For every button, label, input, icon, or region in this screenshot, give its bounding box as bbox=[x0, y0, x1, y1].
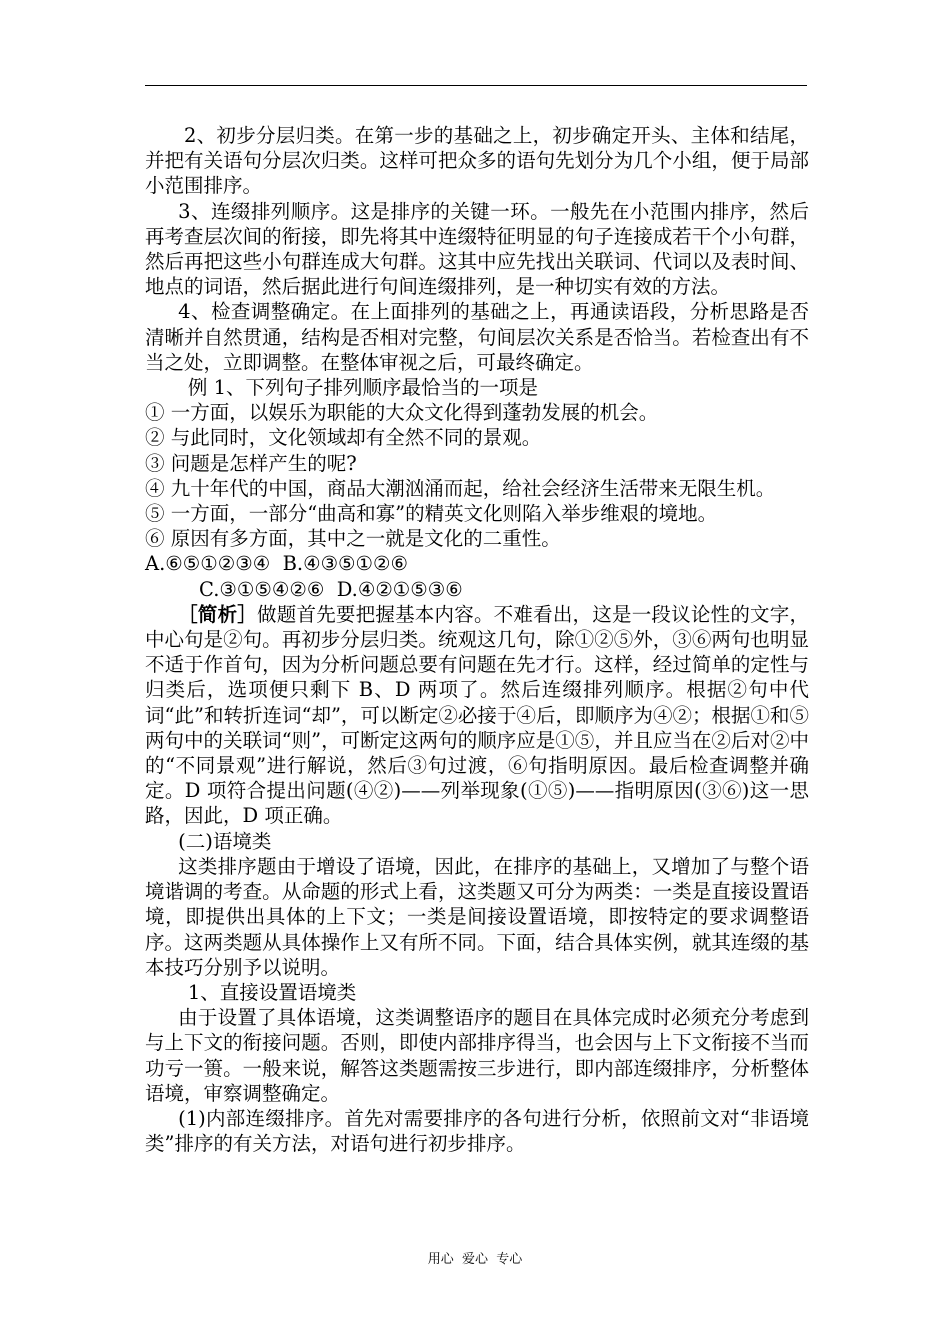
sentence-2: ② 与此同时，文化领域却有全然不同的景观。 bbox=[145, 426, 542, 450]
sentence-4: ④ 九十年代的中国，商品大潮汹涌而起，给社会经济生活带来无限生机。 bbox=[145, 476, 776, 500]
example-title: 例 1、下列句子排列顺序最恰当的一项是 bbox=[187, 376, 538, 400]
subsection-1-title: 1、直接设置语境类 bbox=[187, 980, 357, 1004]
page-footer: 用心 爱心 专心 bbox=[427, 1252, 523, 1267]
paragraph-step-4: 4、检查调整确定。在上面排列的基础之上，再通读语段，分析思路是否清晰并自然贯通，结构是否相对完整，句间层次关系是否恰当。若检查出有不当之处，立即调整。在整体审视之后，可最终确定。 bbox=[145, 300, 809, 374]
header-rule bbox=[145, 85, 807, 86]
section-2-text: 这类排序题由于增设了语境，因此，在排序的基础上，又增加了与整个语境谐调的考查。从命题的形式上看，这类题又可分为两类：一类是直接设置语境，即提供出具体的上下文；一类是间接设置语境，即按特定的要求调整语序。这两类题从具体操作上又有所不同。下面，结合具体实例，就其连缀的基本技巧分别予以说明。 bbox=[145, 854, 809, 979]
sentence-3: ③ 问题是怎样产生的呢? bbox=[145, 451, 357, 475]
paragraph-step-3: 3、连缀排列顺序。这是排序的关键一环。一般先在小范围内排序，然后再考查层次间的衔接，即先将其中连缀特征明显的句子连接成若干个小句群，然后再把这些小句群连成大句群。这其中应先找出关联词、代词以及表时间、地点的词语，然后据此进行句间连缀排列，是一种切实有效的方法。 bbox=[145, 199, 809, 299]
analysis-text: 做题首先要把握基本内容。不难看出，这是一段议论性的文字，中心句是②句。再初步分层归类。统观这几句，除①②⑤外，③⑥两句也明显不适于作首句，因为分析问题总要有问题在先才行。这样，经过简单的定性与归类后，选项便只剩下 B、D 两项了。然后连缀排列顺序。根据②句中代词“此”和转折连词“却”，可以断定②必接于④后，即顺序为④②；根据①和⑤两句中的关联词“则”，可断定这两句的顺序应是①⑤，并且应当在②后对②中的“不同景观”进行解说，然后③句过渡，⑥句指明原因。最后检查调整并确定。D 项符合提出问题(④②)——列举现象(①⑤)——指明原因(③⑥)这一思路，因此，D 项正确。 bbox=[145, 602, 809, 828]
document-body bbox=[145, 123, 809, 1156]
sentence-1: ① 一方面，以娱乐为职能的大众文化得到蓬勃发展的机会。 bbox=[145, 401, 659, 425]
options-a-b: A.⑥⑤①②③④ B.④③⑤①②⑥ bbox=[145, 552, 408, 576]
sentence-6: ⑥ 原因有多方面，其中之一就是文化的二重性。 bbox=[145, 527, 561, 551]
step-1-text: (1)内部连缀排序。首先对需要排序的各句进行分析，依照前文对“非语境类”排序的有关方法，对语句进行初步排序。 bbox=[145, 1106, 809, 1156]
sentence-5: ⑤ 一方面，一部分“曲高和寡”的精英文化则陷入举步维艰的境地。 bbox=[145, 502, 718, 526]
analysis-label: ［简析］ bbox=[178, 602, 258, 626]
section-2-title: (二)语境类 bbox=[178, 829, 272, 853]
analysis-paragraph bbox=[145, 602, 809, 829]
options-c-d: C.③①⑤④②⑥ D.④②①⑤③⑥ bbox=[199, 577, 463, 601]
subsection-1-text: 由于设置了具体语境，这类调整语序的题目在具体完成时必须充分考虑到与上下文的衔接问题。否则，即使内部排序得当，也会因与上下文衔接不当而功亏一篑。一般来说，解答这类题需按三步进行，即内部连缀排序，分析整体语境，审察调整确定。 bbox=[145, 1006, 809, 1105]
paragraph-step-2: 2、初步分层归类。在第一步的基础之上，初步确定开头、主体和结尾，并把有关语句分层次归类。这样可把众多的语句先划分为几个小组，便于局部小范围排序。 bbox=[145, 124, 809, 198]
